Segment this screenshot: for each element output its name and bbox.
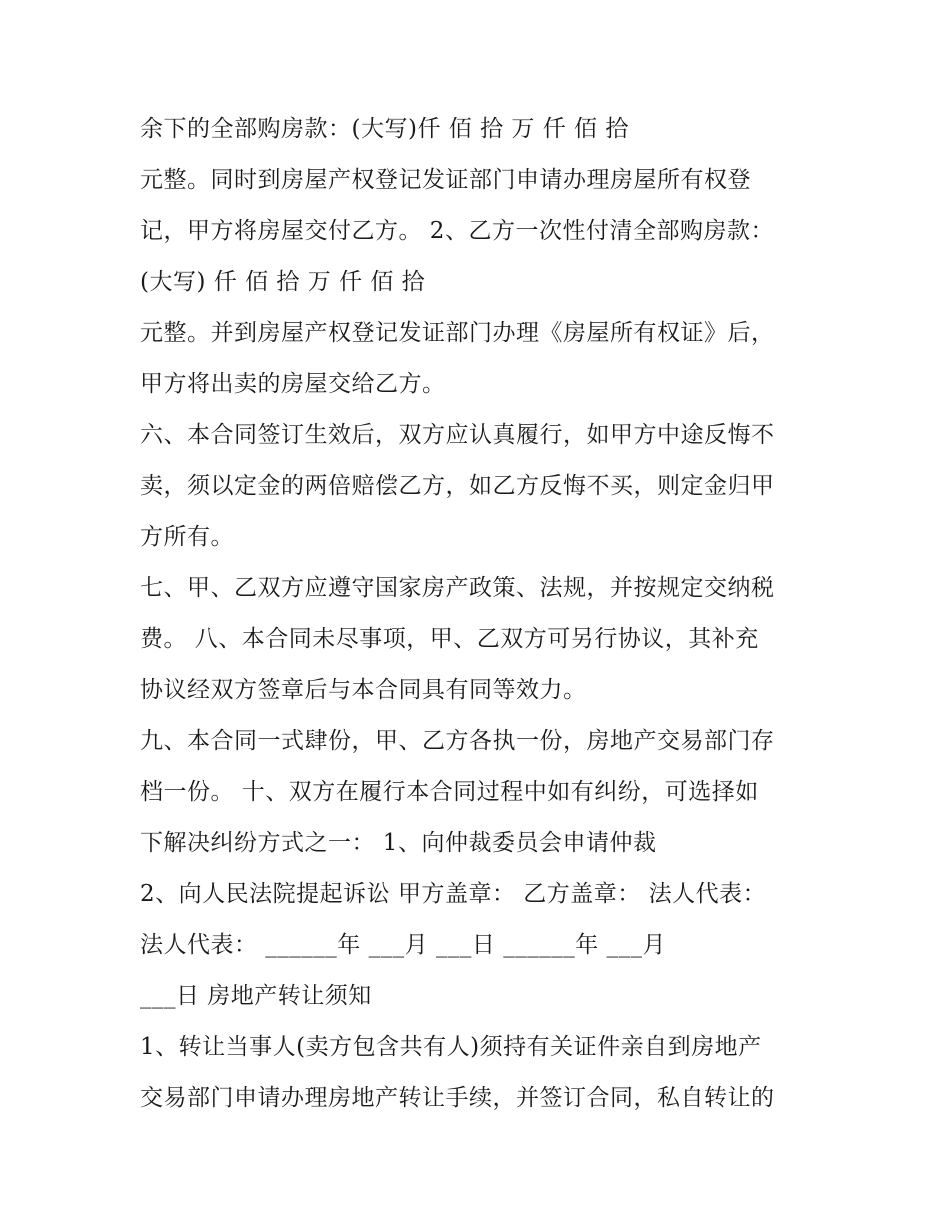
text-line: 2、向人民法院提起诉讼 甲方盖章： 乙方盖章： 法人代表： <box>140 881 767 907</box>
contract-text <box>140 108 830 1128</box>
text-line: 1、转让当事人(卖方包含共有人)须持有关证件亲自到房地产 <box>140 1034 762 1060</box>
text-line: 元整。同时到房屋产权登记发证部门申请办理房屋所有权登 <box>140 167 751 193</box>
text-line: 档一份。 十、双方在履行本合同过程中如有纠纷，可选择如 <box>140 779 759 805</box>
text-line: 下解决纠纷方式之一： 1、向仲裁委员会申请仲裁 <box>140 830 657 856</box>
text-line: 协议经双方签章后与本合同具有同等效力。 <box>140 677 587 703</box>
text-line: 交易部门申请办理房地产转让手续，并签订合同，私自转让的 <box>140 1085 775 1111</box>
text-line: (大写) 仟 佰 拾 万 仟 佰 拾 <box>140 269 426 295</box>
text-line: 九、本合同一式肆份，甲、乙方各执一份，房地产交易部门存 <box>140 728 775 754</box>
text-line: 甲方将出卖的房屋交给乙方。 <box>140 371 446 397</box>
text-line: 费。 八、本合同未尽事项，甲、乙双方可另行协议，其补充 <box>140 626 759 652</box>
text-line: 卖，须以定金的两倍赔偿乙方，如乙方反悔不买，则定金归甲 <box>140 473 775 499</box>
text-line: 元整。并到房屋产权登记发证部门办理《房屋所有权证》后， <box>140 320 775 346</box>
text-line: 六、本合同签订生效后，双方应认真履行，如甲方中途反悔不 <box>140 422 775 448</box>
text-line: 七、甲、乙双方应遵守国家房产政策、法规，并按规定交纳税 <box>140 575 775 601</box>
text-line: ___日 房地产转让须知 <box>140 983 372 1009</box>
text-line: 余下的全部购房款：(大写)仟 佰 拾 万 仟 佰 拾 <box>140 116 629 142</box>
text-line: 法人代表： ______年 ___月 ___日 ______年 ___月 <box>140 932 667 958</box>
text-line: 方所有。 <box>140 524 234 550</box>
text-line: 记，甲方将房屋交付乙方。 2、乙方一次性付清全部购房款： <box>140 218 774 244</box>
